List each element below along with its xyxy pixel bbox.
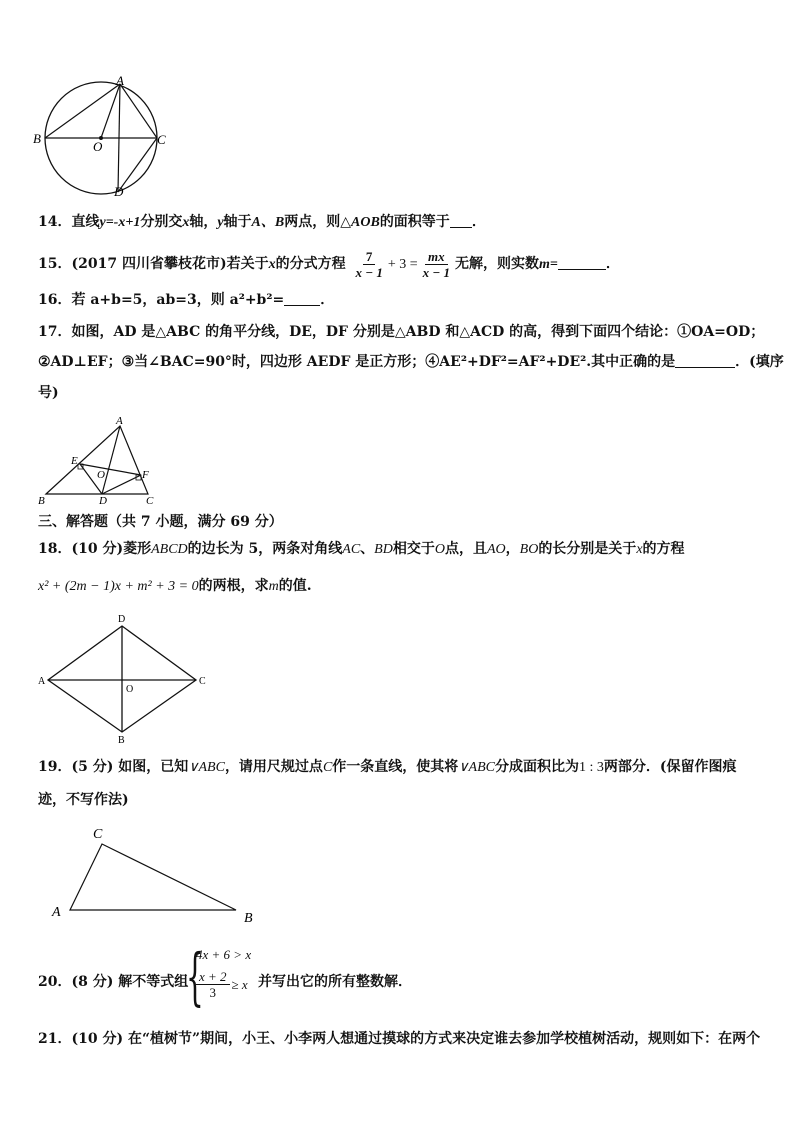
circle-figure bbox=[30, 76, 170, 202]
triangle-figure bbox=[34, 414, 164, 508]
fraction-mx-over-x-1: $\frac{mx}{x - 1}$ bbox=[422, 248, 451, 280]
tri-label-d: D bbox=[99, 495, 107, 507]
abc-label-a: A bbox=[52, 905, 61, 920]
question-16: 16．若 a+b=5，ab=3，则 a²+b²= ． bbox=[38, 292, 335, 308]
question-21-line1: 21．(10 分) 在“植树节”期间，小王、小李两人想通过摸球的方式来决定谁去参加学校植树活动，规则如下：在两个 bbox=[38, 1031, 761, 1047]
abc-triangle-figure bbox=[46, 824, 266, 926]
abc-label-c: C bbox=[93, 827, 103, 842]
rh-label-b: B bbox=[118, 735, 125, 746]
rh-label-o: O bbox=[126, 684, 134, 695]
answer-blank-16[interactable] bbox=[284, 291, 320, 306]
segment-ba bbox=[45, 84, 120, 138]
label-a: A bbox=[116, 76, 124, 88]
label-d: D bbox=[114, 184, 124, 199]
question-20-label: 20．(8 分) 解不等式组 bbox=[38, 974, 189, 990]
question-14: 14．直线y=-x+1分别交x轴，y轴于A、B两点，则△AOB的面积等于 ． bbox=[38, 214, 486, 230]
segment-ef bbox=[80, 464, 141, 475]
triangle-abc bbox=[46, 426, 148, 494]
rh-label-d: D bbox=[118, 614, 126, 625]
answer-blank-15[interactable] bbox=[558, 255, 606, 270]
segment-oa bbox=[101, 84, 120, 138]
segment-ac bbox=[120, 84, 157, 138]
question-19-line2: 迹，不写作法) bbox=[38, 792, 129, 808]
question-17-line1: 17．如图，AD 是△ABC 的角平分线，DE，DF 分别是△ABD 和△ACD 的高，得到下面四个结论：①OA=OD； bbox=[38, 324, 765, 340]
rhombus-figure bbox=[34, 612, 214, 746]
answer-blank-14[interactable] bbox=[450, 213, 472, 228]
inequality-2: $\frac{x + 2}{3}$ ≥ x bbox=[194, 969, 248, 1000]
tri-label-b: B bbox=[38, 495, 45, 507]
question-18-line1: 18．(10 分)菱形ABCD的边长为 5，两条对角线AC、BD相交于O点，且AO，BO的长分别是关于x的方程 bbox=[38, 541, 685, 557]
abc-label-b: B bbox=[244, 911, 253, 926]
inequality-1: 4x + 6 > x bbox=[196, 947, 252, 962]
answer-blank-17[interactable] bbox=[675, 353, 735, 368]
left-brace-icon: { bbox=[186, 940, 204, 1013]
tri-label-e: E bbox=[71, 455, 78, 467]
tri-label-f: F bbox=[142, 469, 149, 481]
rh-label-c: C bbox=[199, 676, 206, 687]
tri-label-a: A bbox=[116, 415, 123, 427]
altitude-df bbox=[102, 475, 141, 494]
question-17-line2: ②AD⊥EF；③当∠BAC=90°时，四边形 AEDF 是正方形；④AE²+DF²=AF²+DE².其中正确的是 ．(填序 bbox=[38, 354, 784, 370]
inequality-system bbox=[186, 940, 266, 1013]
triangle-shape bbox=[70, 844, 236, 910]
question-15: 15．(2017 四川省攀枝花市)若关于x的分式方程 $\frac{7}{x - 1}$ + 3 = $\frac{mx}{x - 1}$ 无解，则实数m= ． bbox=[38, 248, 620, 280]
label-b: B bbox=[33, 131, 41, 146]
label-c: C bbox=[157, 132, 166, 147]
question-17-line3: 号) bbox=[38, 385, 59, 401]
question-20-tail: 并写出它的所有整数解． bbox=[258, 974, 412, 990]
label-o: O bbox=[93, 139, 103, 154]
rh-label-a: A bbox=[38, 676, 46, 687]
tri-label-o: O bbox=[97, 469, 105, 481]
segment-cd bbox=[118, 138, 157, 192]
bisector-ad bbox=[102, 426, 120, 494]
question-19-line1: 19．(5 分) 如图，已知∨ABC，请用尺规过点C作一条直线，使其将∨ABC分成面积比为1 : 3两部分．(保留作图痕 bbox=[38, 759, 737, 775]
section-3-title: 三、解答题（共 7 小题，满分 69 分） bbox=[38, 514, 283, 530]
fraction-7-over-x-1: $\frac{7}{x - 1}$ bbox=[355, 248, 383, 280]
tri-label-c: C bbox=[146, 495, 154, 507]
question-18-line2: x² + (2m − 1)x + m² + 3 = 0的两根，求m的值. bbox=[38, 578, 312, 594]
